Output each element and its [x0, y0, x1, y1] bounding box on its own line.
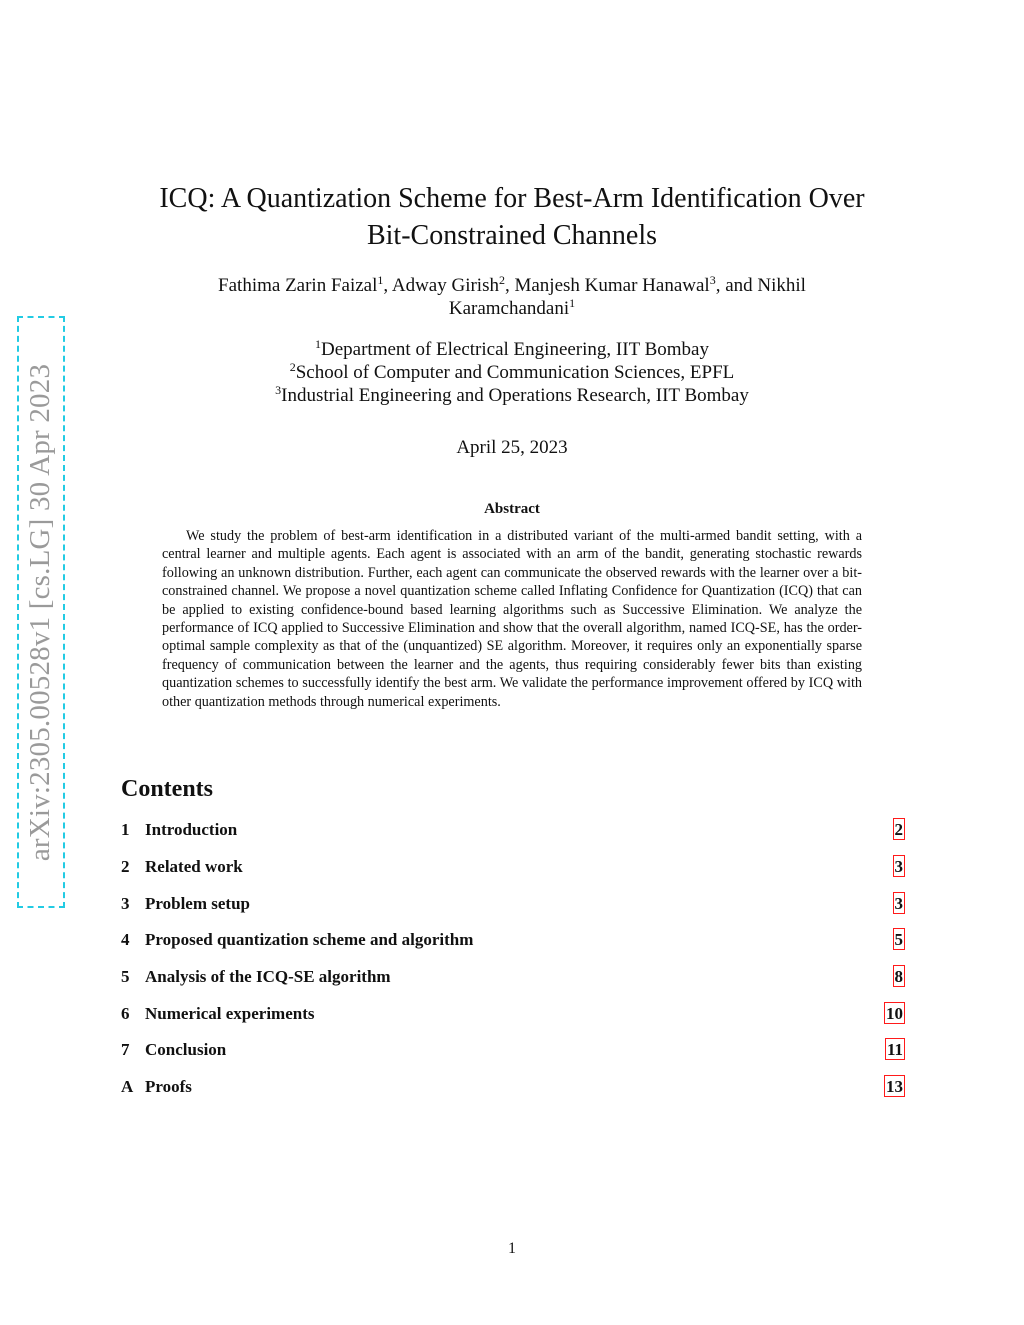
- toc-entry: [121, 967, 905, 991]
- arxiv-stamp: [17, 316, 65, 908]
- toc-number: 6: [121, 1004, 130, 1023]
- toc-number: A: [121, 1077, 134, 1096]
- toc-number: 1: [121, 820, 130, 839]
- toc-title[interactable]: Conclusion: [145, 1040, 227, 1059]
- arxiv-stamp-text: arXiv:2305.00528v1 [cs.LG] 30 Apr 2023: [24, 363, 57, 861]
- toc-number: 2: [121, 857, 130, 876]
- toc-title[interactable]: Analysis of the ICQ-SE algorithm: [145, 967, 391, 986]
- title-line-2: Bit-Constrained Channels: [366, 220, 658, 251]
- toc-title[interactable]: Proofs: [145, 1077, 192, 1096]
- affiliation-text: Industrial Engineering and Operations Research, IIT Bombay: [281, 385, 749, 406]
- toc-entry: [121, 894, 905, 918]
- toc-title[interactable]: Proposed quantization scheme and algorithm: [145, 930, 474, 949]
- toc-number: 5: [121, 967, 130, 986]
- author-affiliation-mark: 1: [377, 273, 384, 287]
- toc-number: 7: [121, 1040, 130, 1059]
- page-number: 1: [508, 1240, 516, 1257]
- toc-number: 4: [121, 930, 130, 949]
- paper-title: [120, 180, 904, 254]
- affiliation-mark: 1: [315, 337, 322, 351]
- toc-page-link[interactable]: 8: [894, 967, 903, 986]
- toc-entry: [121, 930, 905, 954]
- author-separator: ,: [383, 275, 392, 296]
- affiliation: [160, 384, 864, 407]
- toc-entry: [121, 820, 905, 844]
- toc-title[interactable]: Problem setup: [145, 894, 250, 913]
- affiliation-mark: 2: [289, 360, 296, 374]
- toc-title[interactable]: Numerical experiments: [145, 1004, 315, 1023]
- title-line-1: ICQ: A Quantization Scheme for Best-Arm Identification Over: [159, 183, 865, 214]
- toc-entry: [121, 857, 905, 881]
- toc-number: 3: [121, 894, 130, 913]
- author-list: [160, 274, 864, 320]
- toc-entry: [121, 1077, 905, 1101]
- affiliation-text: Department of Electrical Engineering, IIT Bombay: [321, 339, 709, 360]
- toc-page-link[interactable]: 5: [894, 930, 903, 949]
- toc-page-link[interactable]: 3: [894, 894, 903, 913]
- author-affiliation-mark: 1: [569, 296, 576, 310]
- author-affiliation-mark: 3: [709, 273, 716, 287]
- author-name: Adway Girish: [391, 275, 499, 296]
- affiliation-text: School of Computer and Communication Sciences, EPFL: [295, 362, 735, 383]
- affiliation: [160, 361, 864, 384]
- author-name: Manjesh Kumar Hanawal: [514, 275, 710, 296]
- affiliation-mark: 3: [275, 383, 282, 397]
- affiliation: [160, 338, 864, 361]
- author-separator: , and: [715, 275, 758, 296]
- contents-heading: Contents: [121, 776, 214, 802]
- toc-title[interactable]: Related work: [145, 857, 243, 876]
- toc-page-link[interactable]: 3: [894, 857, 903, 876]
- author-name: Nikhil Karamchandani: [448, 275, 806, 319]
- abstract-heading: Abstract: [484, 501, 540, 517]
- toc-page-link[interactable]: 2: [894, 820, 903, 839]
- toc-page-link[interactable]: 10: [886, 1004, 903, 1023]
- paper-date: April 25, 2023: [456, 437, 568, 458]
- author-affiliation-mark: 2: [498, 273, 505, 287]
- toc-entry: [121, 1004, 905, 1028]
- author-separator: ,: [504, 275, 515, 296]
- toc-entry: [121, 1040, 905, 1064]
- toc-page-link[interactable]: 11: [886, 1040, 903, 1059]
- author-name: Fathima Zarin Faizal: [218, 275, 378, 296]
- toc-title[interactable]: Introduction: [145, 820, 238, 839]
- affiliation-list: [160, 338, 864, 407]
- abstract-body: We study the problem of best-arm identification in a distributed variant of the multi-armed bandit setting, with a central learner and multiple agents. Each agent is associated with an arm of the bandit, generating stochastic rewards following an unknown distribution. Further, each agent can communicate the observed rewards with the learner over a bit-constrained channel. We propose a novel quantization scheme called Inflating Confidence for Quantization (ICQ) that can be applied to existing confidence-bound based learning algorithms such as Successive Elimination. We analyze the performance of ICQ applied to Successive Elimination and show that the overall algorithm, named ICQ-SE, has the order-optimal sample complexity as that of the (unquantized) SE algorithm. Moreover, it requires only an exponentially sparse frequency of communication between the learner and the agents, thus requiring considerably fewer bits than existing quantization schemes to successfully identify the best arm. We validate the performance improvement offered by ICQ with other quantization methods through numerical experiments.: [162, 528, 862, 710]
- toc-page-link[interactable]: 13: [886, 1077, 903, 1096]
